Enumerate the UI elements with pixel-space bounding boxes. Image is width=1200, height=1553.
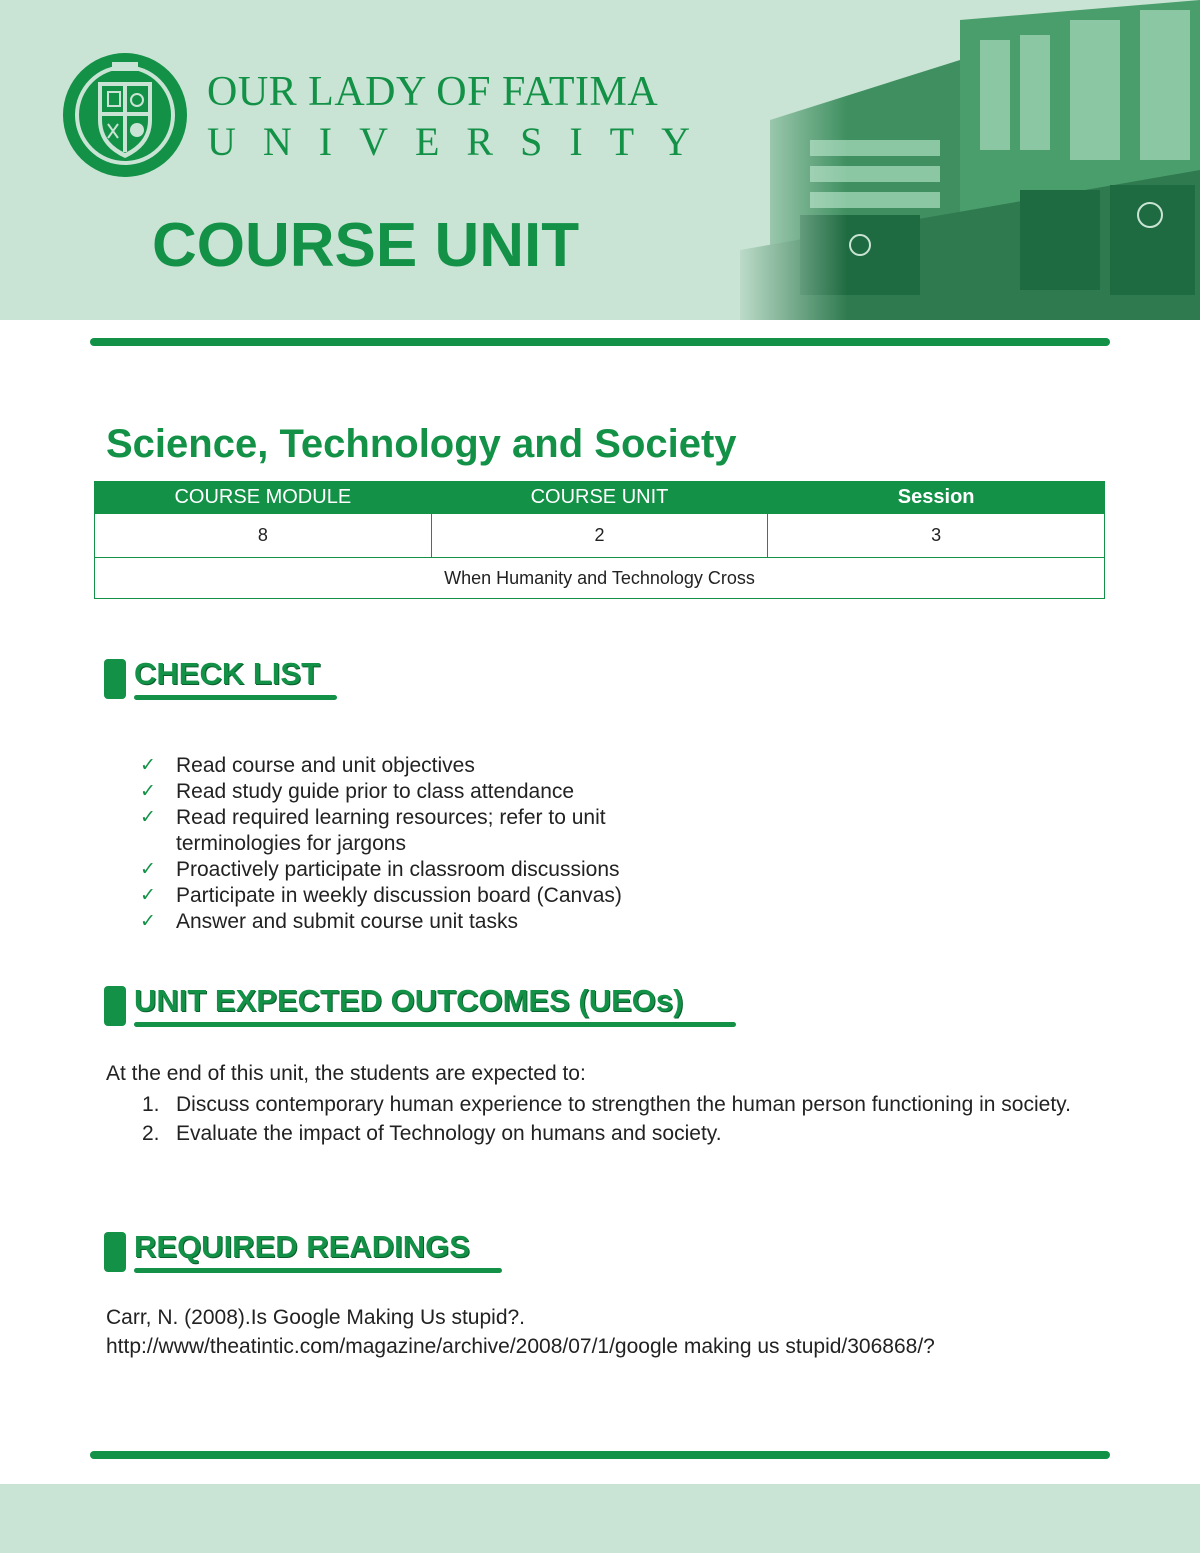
course-title: Science, Technology and Society <box>106 422 737 466</box>
reading-url[interactable]: http://www/theatintic.com/magazine/archive/2008/07/1/google making us stupid/306868/? <box>106 1335 935 1358</box>
campus-building-image <box>730 0 1200 320</box>
checklist-item: ✓ Answer and submit course unit tasks <box>140 910 518 933</box>
header-course-module: COURSE MODULE <box>95 482 432 514</box>
section-marker <box>104 986 126 1026</box>
section-underline <box>134 695 337 700</box>
outcome-item: 2. Evaluate the impact of Technology on humans and society. <box>142 1122 722 1145</box>
section-underline <box>134 1268 502 1273</box>
header-course-unit: COURSE UNIT <box>431 482 768 514</box>
outcomes-list <box>142 1090 1082 1148</box>
table-topic-row <box>95 558 1105 599</box>
value-course-module: 8 <box>95 514 432 558</box>
value-course-unit: 2 <box>431 514 768 558</box>
checkmark-icon: ✓ <box>140 755 156 776</box>
outcome-item: 1. Discuss contemporary human experience to strengthen the human person functioning in society. <box>142 1093 1071 1116</box>
checkmark-icon: ✓ <box>140 807 156 828</box>
checklist-item: ✓ Read study guide prior to class attendance <box>140 780 575 803</box>
table-header-row <box>95 482 1105 514</box>
course-info-table <box>94 481 1105 599</box>
banner-title: COURSE UNIT <box>152 211 580 280</box>
header-banner <box>0 0 1200 320</box>
checklist-item: ✓ Read course and unit objectives <box>140 754 475 777</box>
checklist-item: ✓ Proactively participate in classroom discussions <box>140 858 620 881</box>
checklist-item: ✓ Participate in weekly discussion board (Canvas) <box>140 884 622 907</box>
bottom-divider <box>90 1451 1110 1459</box>
section-marker <box>104 1232 126 1272</box>
reading-reference <box>106 1303 935 1361</box>
unit-topic: When Humanity and Technology Cross <box>95 558 1105 599</box>
university-name-line2: UNIVERSITY <box>207 119 717 164</box>
footer-band <box>0 1484 1200 1553</box>
university-name-line1: OUR LADY OF FATIMA <box>207 69 659 115</box>
header-session: Session <box>768 482 1105 514</box>
top-divider <box>90 338 1110 346</box>
checkmark-icon: ✓ <box>140 859 156 880</box>
checkmark-icon: ✓ <box>140 911 156 932</box>
readings-heading-label: REQUIRED READINGS <box>134 1229 470 1264</box>
checkmark-icon: ✓ <box>140 781 156 802</box>
checklist-heading-label: CHECK LIST <box>134 656 320 691</box>
checklist-item: ✓ Read required learning resources; refer to unit terminologies for jargons <box>140 806 606 855</box>
outcomes-intro: At the end of this unit, the students are expected to: <box>106 1062 586 1085</box>
checklist <box>140 753 700 935</box>
section-marker <box>104 659 126 699</box>
section-underline <box>134 1022 736 1027</box>
outcomes-heading-label: UNIT EXPECTED OUTCOMES (UEOs) <box>134 983 684 1018</box>
value-session: 3 <box>768 514 1105 558</box>
table-values-row <box>95 514 1105 558</box>
checkmark-icon: ✓ <box>140 885 156 906</box>
university-seal-logo <box>60 50 190 180</box>
reading-citation: Carr, N. (2008).Is Google Making Us stupid?. <box>106 1306 526 1329</box>
